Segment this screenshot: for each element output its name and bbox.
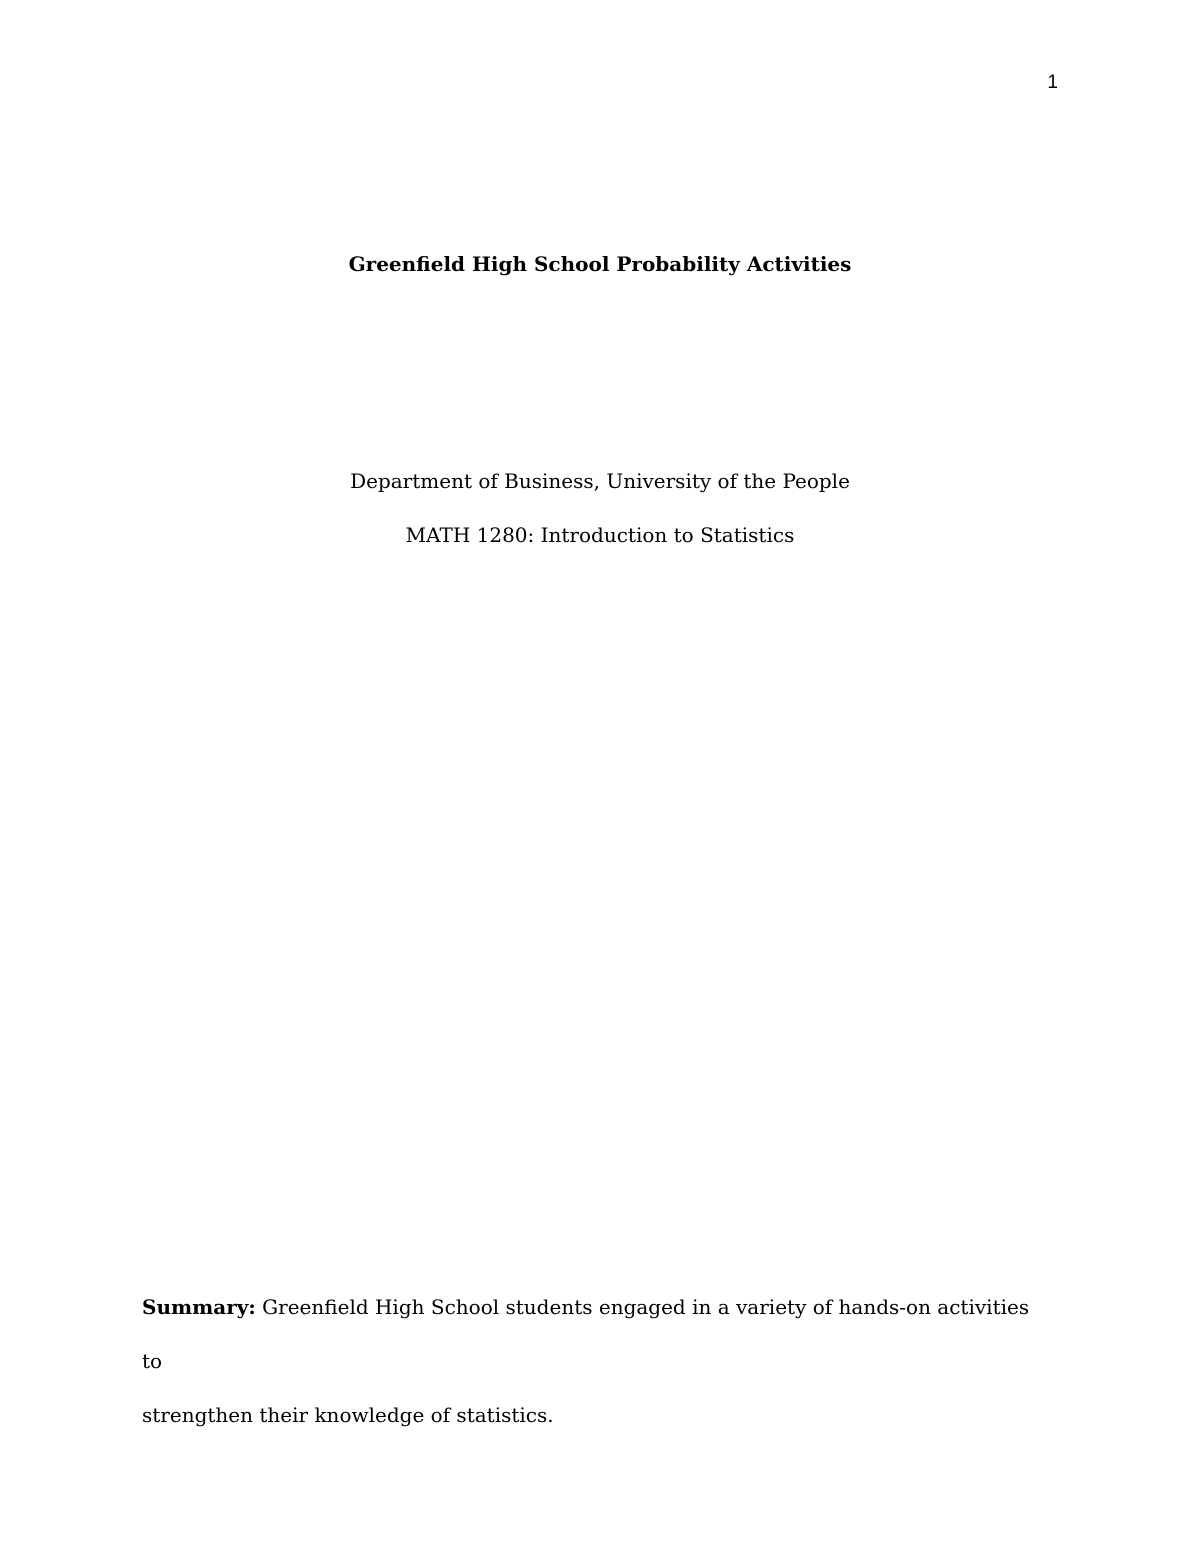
author-affiliation: Department of Business, University of the People	[350, 469, 850, 493]
summary-text-1: Greenfield High School students engaged in a variety of hands-on activities to	[142, 1295, 1030, 1373]
summary-paragraph	[142, 1280, 1042, 1442]
course-name: MATH 1280: Introduction to Statistics	[405, 523, 795, 547]
page-number: 1	[1047, 72, 1058, 93]
summary-line-2: strengthen their knowledge of statistics.	[142, 1403, 554, 1427]
summary-label: Summary:	[142, 1295, 256, 1319]
document-title: Greenfield High School Probability Activities	[348, 252, 852, 276]
summary-line-1	[142, 1280, 1042, 1388]
